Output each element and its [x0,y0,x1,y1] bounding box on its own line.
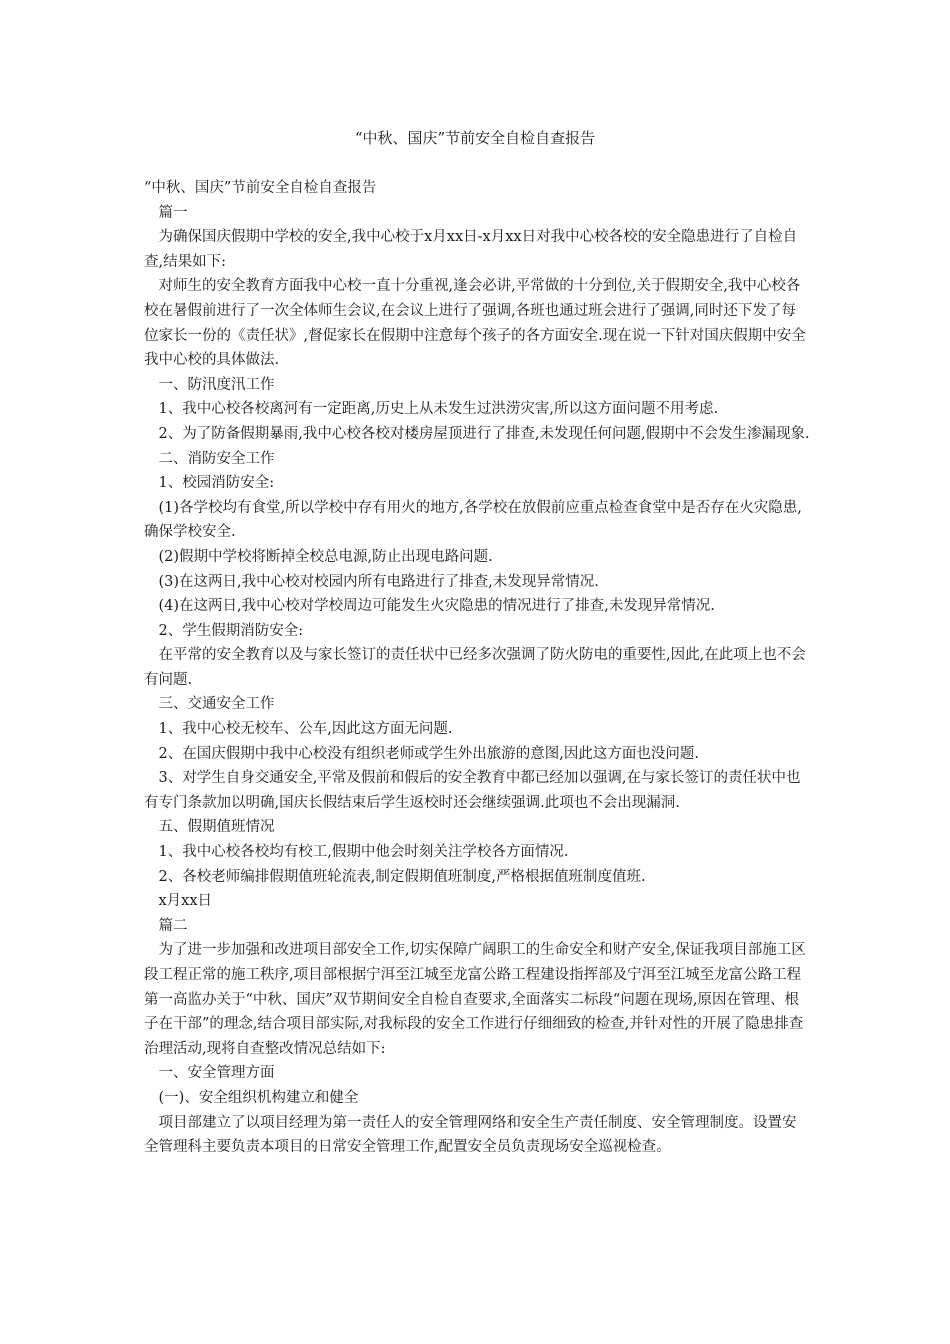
paragraph: 一、安全管理方面 [158,1065,275,1082]
paragraph: 为确保国庆假期中学校的安全,我中心校于x月xx日-x月xx日对我中心校各校的安全隐患进行了自检自查,结果如下: [144,229,798,270]
paragraph: “中秋、国庆”节前安全自检自查报告 [144,180,377,196]
paragraph: 1、校园消防安全: [158,475,275,492]
paragraph: 1、我中心校各校均有校工,假期中他会时刻关注学校各方面情况. [158,844,569,861]
document-body [144,176,810,1160]
paragraph: (1)各学校均有食堂,所以学校中存有用火的地方,各学校在放假前应重点检查食堂中是否存在火灾隐患,确保学校安全. [144,499,802,541]
paragraph: 三、交通安全工作 [158,696,275,713]
paragraph: (2)假期中学校将断掉全校总电源,防止出现电路问题. [158,548,493,565]
paragraph: 3、对学生自身交通安全,平常及假前和假后的安全教育中都已经加以强调,在与家长签订的责任状中也有专门条款加以明确,国庆长假结束后学生返校时还会继续强调.此项也不会出现漏洞. [144,770,801,811]
paragraph: (3)在这两日,我中心校对校园内所有电路进行了排查,未发现异常情况. [158,573,599,590]
paragraph: (一)、安全组织机构建立和健全 [158,1089,359,1106]
paragraph: 篇一 [158,204,188,221]
paragraph: (4)在这两日,我中心校对学校周边可能发生火灾隐患的情况进行了排查,未发现异常情况. [158,598,715,615]
paragraph: 2、各校老师编排假期值班轮流表,制定假期值班制度,严格根据值班制度值班. [158,868,646,885]
paragraph: x月xx日 [158,893,213,910]
paragraph: 1、我中心校无校车、公车,因此这方面无问题. [158,721,453,738]
paragraph: 二、消防安全工作 [158,450,275,467]
paragraph: 2、在国庆假期中我中心校没有组织老师或学生外出旅游的意图,因此这方面也没问题. [158,745,699,762]
paragraph: 五、假期值班情况 [158,819,275,836]
paragraph: 2、学生假期消防安全: [158,622,304,639]
paragraph: 2、为了防备假期暴雨,我中心校各校对楼房屋顶进行了排查,未发现任何问题,假期中不会发生渗漏现象. [158,425,810,442]
paragraph: 项目部建立了以项目经理为第一责任人的安全管理网络和安全生产责任制度、安全管理制度。设置安全管理科主要负责本项目的日常安全管理工作,配置安全员负责现场安全巡视检查。 [144,1114,797,1156]
paragraph: 篇二 [158,917,188,934]
paragraph: 1、我中心校各校离河有一定距离,历史上从未发生过洪涝灾害,所以这方面问题不用考虑. [158,401,719,418]
document-title: “中秋、国庆”节前安全自检自查报告 [354,129,596,147]
paragraph: 在平常的安全教育以及与家长签订的责任状中已经多次强调了防火防电的重要性,因此,在此项上也不会有问题. [144,647,806,688]
paragraph: 为了进一步加强和改进项目部安全工作,切实保障广阔职工的生命安全和财产安全,保证我项目部施工区段工程正常的施工秩序,项目部根据宁洱至江城至龙富公路工程建设指挥部及宁洱至江城至龙富公路工程第一高监办关于“中秋、国庆”双节期间安全自检自查要求,全面落实二标段“问题在现场,原因在管理、根子在干部”的理念,结合项目部实际,对我标段的安全工作进行仔细细致的检查,并针对性的开展了隐患排查治理活动,现将自查整改情况总结如下: [144,942,806,1057]
paragraph: 一、防汛度汛工作 [158,376,275,393]
paragraph: 对师生的安全教育方面我中心校一直十分重视,逢会必讲,平常做的十分到位,关于假期安全,我中心校各校在暑假前进行了一次全体师生会议,在会议上进行了强调,各班也通过班会进行了强调,同时还下发了每位家长一份的《责任状》,督促家长在假期中注意每个孩子的各方面安全.现在说一下针对国庆假期中安全我中心校的具体做法. [144,278,806,369]
